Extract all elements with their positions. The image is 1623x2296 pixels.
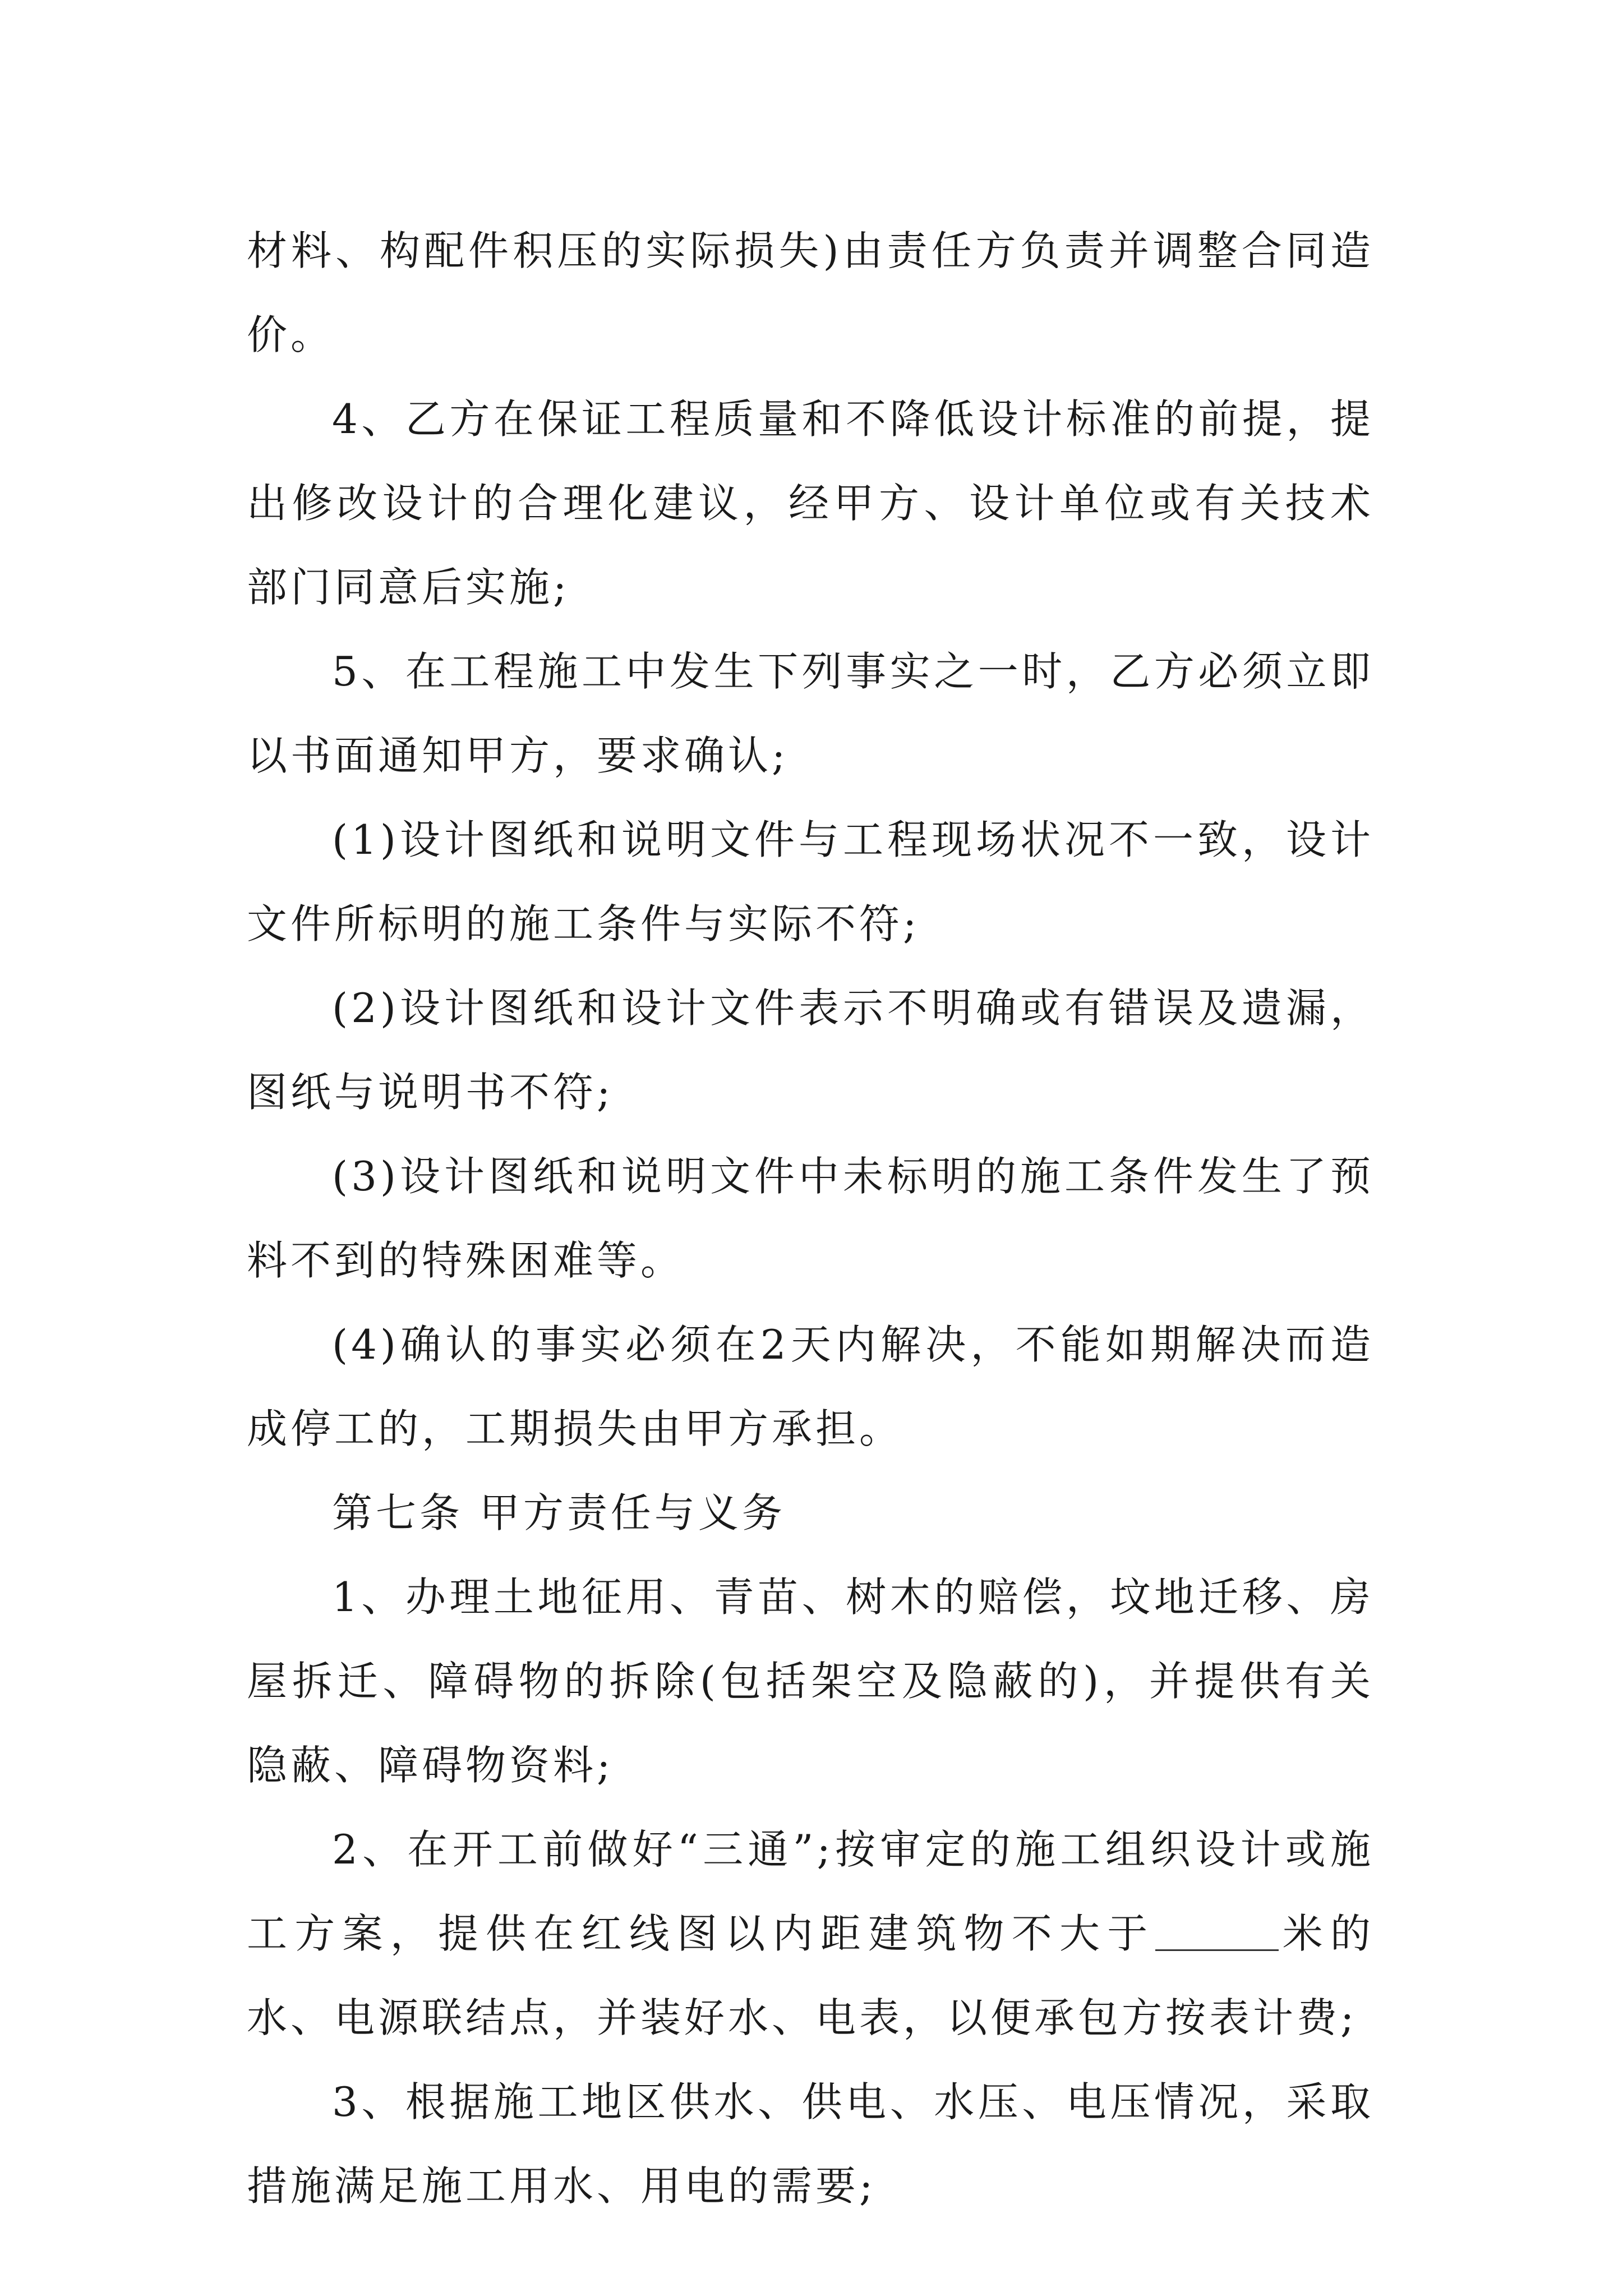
article-heading: 第七条 甲方责任与义务 xyxy=(332,1489,786,1536)
paragraph-clause-5: 5、在工程施工中发生下列事实之一时，乙方必须立即以书面通知甲方，要求确认; xyxy=(247,648,1374,779)
document-body xyxy=(247,209,1374,2228)
paragraph-duty-3: 3、根据施工地区供水、供电、水压、电压情况，采取措施满足施工用水、用电的需要; xyxy=(247,2078,1374,2210)
paragraph-item-4: (4)确认的事实必须在2天内解决，不能如期解决而造成停工的，工期损失由甲方承担。 xyxy=(247,1321,1374,1452)
duty-2-text-before: 2、在开工前做好“三通”;按审定的施工组织设计或施工方案，提供在红线图以内距建筑物不大于 xyxy=(247,1826,1374,1957)
paragraph-item-2: (2)设计图纸和设计文件表示不明确或有错误及遗漏，图纸与说明书不符; xyxy=(247,984,1374,1116)
paragraph-duty-1: 1、办理土地征用、青苗、树木的赔偿，坟地迁移、房屋拆迁、障碍物的拆除(包括架空及隐蔽的)，并提供有关隐蔽、障碍物资料; xyxy=(247,1573,1374,1789)
paragraph-material-loss: 材料、构配件积压的实际损失)由责任方负责并调整合同造价。 xyxy=(247,227,1374,358)
paragraph-duty-2 xyxy=(247,1807,1374,2060)
paragraph-item-1: (1)设计图纸和说明文件与工程现场状况不一致，设计文件所标明的施工条件与实际不符; xyxy=(247,816,1374,947)
fill-in-blank xyxy=(1155,1910,1279,1951)
duty-2-text-after: 米的水、电源联结点，并装好水、电表，以便承包方按表计费; xyxy=(247,1910,1374,2041)
paragraph-clause-4: 4、乙方在保证工程质量和不降低设计标准的前提，提出修改设计的合理化建议，经甲方、设计单位或有关技术部门同意后实施; xyxy=(247,395,1374,611)
paragraph-item-3: (3)设计图纸和说明文件中未标明的施工条件发生了预料不到的特殊困难等。 xyxy=(247,1153,1374,1284)
